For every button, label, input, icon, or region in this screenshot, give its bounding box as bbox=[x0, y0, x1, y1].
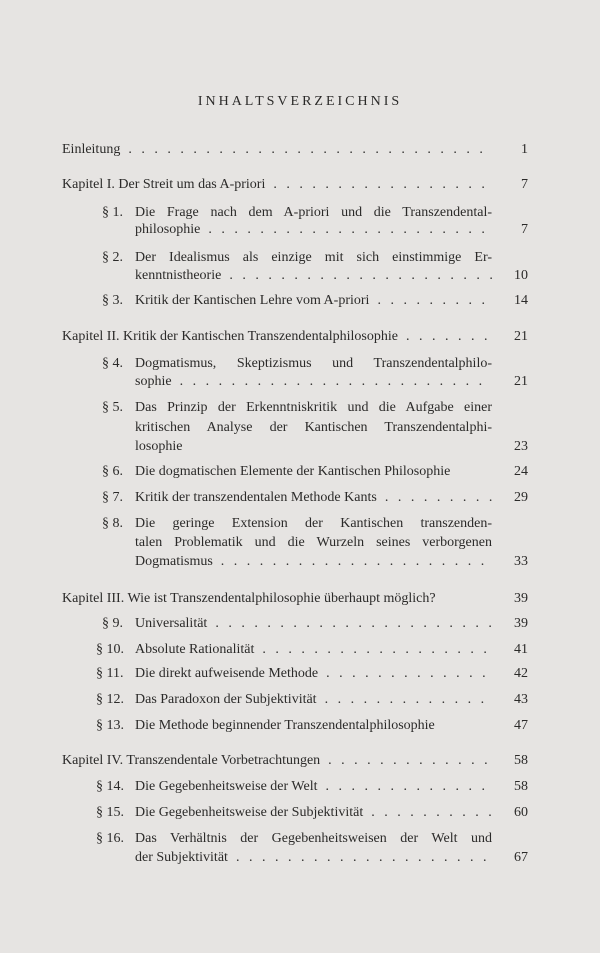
section-title-cont bbox=[135, 372, 492, 392]
section-number: § 6. bbox=[102, 464, 123, 479]
section-number: § 3. bbox=[102, 293, 123, 308]
page-number: 39 bbox=[514, 616, 528, 631]
section-title bbox=[135, 614, 492, 634]
section-number: § 16. bbox=[96, 831, 124, 846]
section-title-text: Das Paradoxon der Subjektivität bbox=[135, 692, 317, 707]
section-title-cont bbox=[135, 266, 492, 286]
section-title-cont: kritischen Analyse der Kantischen Transzendentalphi- bbox=[135, 420, 492, 435]
page-number: 33 bbox=[514, 554, 528, 569]
page-number: 42 bbox=[514, 666, 528, 681]
section-number: § 2. bbox=[102, 250, 123, 265]
chapter-label: Kapitel IV. Transzendentale Vorbetrachtungen bbox=[62, 753, 321, 768]
page-number: 58 bbox=[514, 753, 528, 768]
section-title-text: Kritik der transzendentalen Methode Kants bbox=[135, 490, 377, 505]
page-number: 1 bbox=[521, 142, 528, 157]
section-title: Die dogmatischen Elemente der Kantischen Philosophie bbox=[135, 464, 451, 479]
section-title: Die Methode beginnender Transzendentalphilosophie bbox=[135, 718, 435, 733]
page-number: 29 bbox=[514, 490, 528, 505]
page-number: 67 bbox=[514, 850, 528, 865]
section-number: § 9. bbox=[102, 616, 123, 631]
section-title bbox=[135, 488, 492, 508]
page-number: 41 bbox=[514, 642, 528, 657]
section-number: § 10. bbox=[96, 642, 124, 657]
page-number: 23 bbox=[514, 439, 528, 454]
section-title-cont bbox=[135, 848, 492, 868]
section-title bbox=[135, 690, 492, 710]
section-title-cont: talen Problematik und die Wurzeln seines verborgenen bbox=[135, 535, 492, 550]
chapter-label: Kapitel I. Der Streit um das A-priori bbox=[62, 177, 266, 192]
page-number: 24 bbox=[514, 464, 528, 479]
section-number: § 12. bbox=[96, 692, 124, 707]
page-number: 7 bbox=[521, 177, 528, 192]
toc-chapter-3: Kapitel III. Wie ist Transzendentalphilosophie überhaupt möglich? bbox=[62, 591, 436, 606]
section-title-text: Die direkt aufweisende Methode bbox=[135, 666, 319, 681]
page-number: 7 bbox=[521, 222, 528, 237]
section-number: § 1. bbox=[102, 205, 123, 220]
section-title: Der Idealismus als einzige mit sich einstimmige Er- bbox=[135, 250, 492, 265]
page-number: 47 bbox=[514, 718, 528, 733]
section-title-text: Dogmatismus bbox=[135, 554, 213, 569]
section-title-text: philosophie bbox=[135, 222, 201, 237]
section-title: Die Frage nach dem A-priori und die Transzendental- bbox=[135, 205, 492, 220]
entry-label: Einleitung bbox=[62, 142, 121, 157]
section-number: § 5. bbox=[102, 400, 123, 415]
section-title-text: kenntnistheorie bbox=[135, 268, 222, 283]
toc-title: INHALTSVERZEICHNIS bbox=[197, 94, 403, 109]
section-title: Das Prinzip der Erkenntniskritik und die Aufgabe einer bbox=[135, 400, 492, 415]
section-title bbox=[135, 803, 492, 823]
page-number: 21 bbox=[514, 329, 528, 344]
toc-chapter-4 bbox=[62, 751, 492, 771]
section-title: Die geringe Extension der Kantischen transzenden- bbox=[135, 516, 492, 531]
page-number: 21 bbox=[514, 374, 528, 389]
section-title-text: Die Gegebenheitsweise der Subjektivität bbox=[135, 805, 364, 820]
section-number: § 8. bbox=[102, 516, 123, 531]
section-number: § 13. bbox=[96, 718, 124, 733]
toc-chapter-1 bbox=[62, 175, 492, 195]
page-number: 14 bbox=[514, 293, 528, 308]
section-title: Dogmatismus, Skeptizismus und Transzendentalphilo- bbox=[135, 356, 492, 371]
section-title-cont: losophie bbox=[135, 439, 183, 454]
section-title-text: Kritik der Kantischen Lehre vom A-priori bbox=[135, 293, 370, 308]
page-number: 10 bbox=[514, 268, 528, 283]
section-title bbox=[135, 291, 492, 311]
section-number: § 14. bbox=[96, 779, 124, 794]
page-number: 39 bbox=[514, 591, 528, 606]
section-title-cont bbox=[135, 220, 492, 240]
section-number: § 4. bbox=[102, 356, 123, 371]
section-number: § 15. bbox=[96, 805, 124, 820]
section-title-text: sophie bbox=[135, 374, 172, 389]
section-title bbox=[135, 777, 492, 797]
page-number: 43 bbox=[514, 692, 528, 707]
section-title-text: Die Gegebenheitsweise der Welt bbox=[135, 779, 318, 794]
section-title-cont bbox=[135, 552, 492, 572]
section-title-text: Universalität bbox=[135, 616, 208, 631]
page-number: 60 bbox=[514, 805, 528, 820]
toc-chapter-2 bbox=[62, 327, 492, 347]
section-title bbox=[135, 664, 492, 684]
section-number: § 11. bbox=[96, 666, 124, 681]
section-title: Das Verhältnis der Gegebenheitsweisen der Welt und bbox=[135, 831, 492, 846]
toc-entry-einleitung bbox=[62, 140, 492, 160]
section-title-text: der Subjektivität bbox=[135, 850, 228, 865]
section-title bbox=[135, 640, 492, 660]
chapter-label: Kapitel II. Kritik der Kantischen Transzendentalphilosophie bbox=[62, 329, 398, 344]
page-number: 58 bbox=[514, 779, 528, 794]
section-title-text: Absolute Rationalität bbox=[135, 642, 255, 657]
section-number: § 7. bbox=[102, 490, 123, 505]
